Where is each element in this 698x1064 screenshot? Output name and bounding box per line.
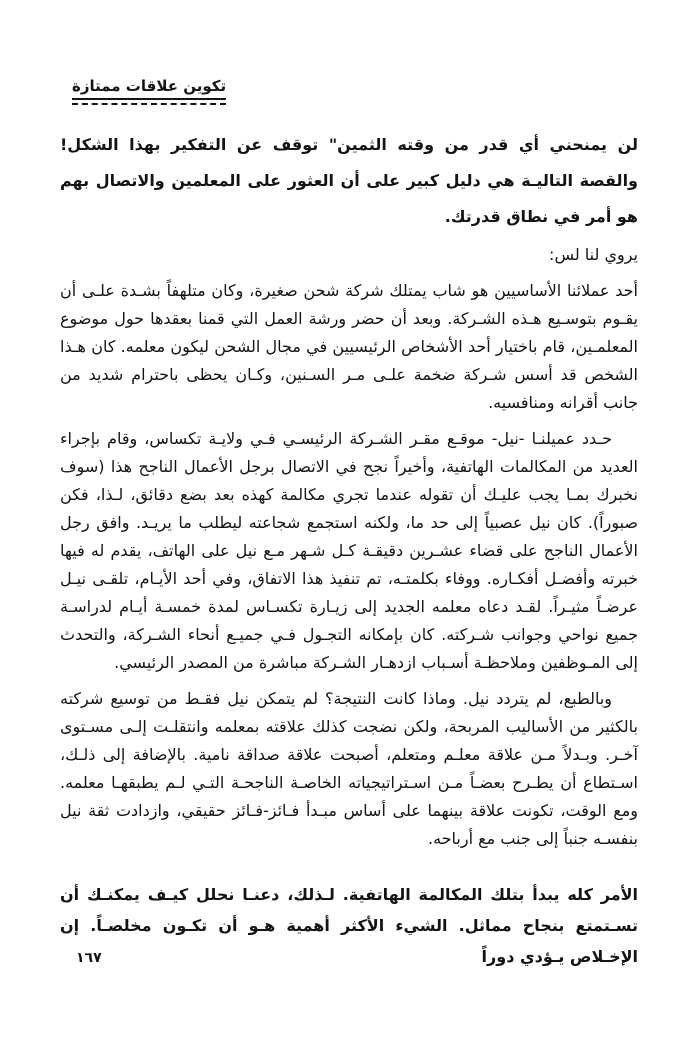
story-lead-in: يروي لنا لس: — [549, 245, 638, 264]
closing-paragraph: الأمر كله يبدأ بتلك المكالمة الهاتفية. لـذلك، دعنـا نحلل كيـف يمكنـك أن تسـتمتع بنجاح مماثل. الشيء الأكثر أهمية هـو أن تكـون مخلصـاً. إن الإخـلاص يـؤدي دوراً — [60, 885, 638, 966]
running-head: تكوين علاقات ممتازة — [72, 77, 226, 100]
running-head-dashed-rule — [72, 103, 226, 105]
page-number: ١٦٧ — [76, 950, 102, 966]
text-block — [0, 127, 698, 972]
story-paragraph: وبالطبع، لم يتردد نيل. وماذا كانت النتيجة؟ لم يتمكن نيل فقـط من توسيع شركته بالكثير من الأساليب المربحة، ولكن نضجت كذلك علاقته بمعلمه وانتقلـت إلـى مسـتوى آخـر. وبـدلاً مـن علاقة معلـم ومتعلم، أصبحت علاقة صداقة نامية. بالإضافة إلى ذلـك، اسـتطاع أن يطـرح بعضـاً مـن اسـتراتيجياته الخاصـة الناجحـة التـي لـم يطبقهـا معلمه. ومع الوقت، تكونت علاقة بينهما على أساس مبـدأ فـائز-فـائز حقيقي، وازدادت ثقة نيل بنفسـه جنباً إلى جنب مع أرباحه. — [60, 689, 638, 848]
running-head-container — [72, 76, 226, 105]
story-paragraph: أحد عملائنا الأساسيين هو شاب يمتلك شركة شحن صغيرة، وكان متلهفاً بشـدة علـى أن يقـوم بتوسـيع هـذه الشـركة. وبعد أن حضر ورشة العمل التي قمنا بعقدها حول موضوع المعلمـين، قام باختيار أحد الأشخاص الرئيسيين في مجال الشحن ليكون معلمه. كان هـذا الشخص قد أسس شـركة ضخمة علـى مـر السـنين، وكـان يحظى باحترام شديد من جانب أقرانه ومنافسيه. — [60, 281, 638, 412]
story-paragraph: حـدد عميلنـا -نيل- موقـع مقـر الشـركة الرئيسـي فـي ولايـة تكساس، وقام بإجراء العديد من المكالمات الهاتفية، وأخيراً نجح في الاتصال برجل الأعمال الناجح هذا (سوف نخبرك بمـا يجب عليـك أن تقوله عندما تجري مكالمة كهذه بعد بضع دقائق، لـذا، فكن صبوراً). كان نيل عصبياً إلى حد ما، ولكنه استجمع شجاعته ليطلب ما يريـد. وافق رجل الأعمال الناجح على قضاء عشـرين دقيقـة كـل شـهر مـع نيل على الهاتف، يقدم له فيها خبرته وأفضـل أفكـاره. ووفاء بكلمتـه، تم تنفيذ هذا الاتفاق، وفي أحد الأيـام، تلقـى نيـل عرضـاً مثيـراً. لقـد دعاه معلمه الجديد إلى زيـارة تكسـاس لمدة خمسـة أيـام لدراسـة جميع نواحي وجوانب شـركته. كان بإمكانه التجـول فـي جميـع أنحاء الشـركة، والتحدث إلى المـوظفين وملاحظـة أسـباب ازدهـار الشـركة مباشرة من المصدر الرئيسي. — [60, 429, 638, 672]
intro-paragraph: لن يمنحني أي قدر من وقته الثمين" توقف عن التفكير بهذا الشكل! والقصة التاليـة هي دليل كبير على أن العثور على المعلمين والاتصال بهم هو أمر في نطاق قدرتك. — [60, 135, 638, 226]
story-section — [60, 277, 638, 853]
